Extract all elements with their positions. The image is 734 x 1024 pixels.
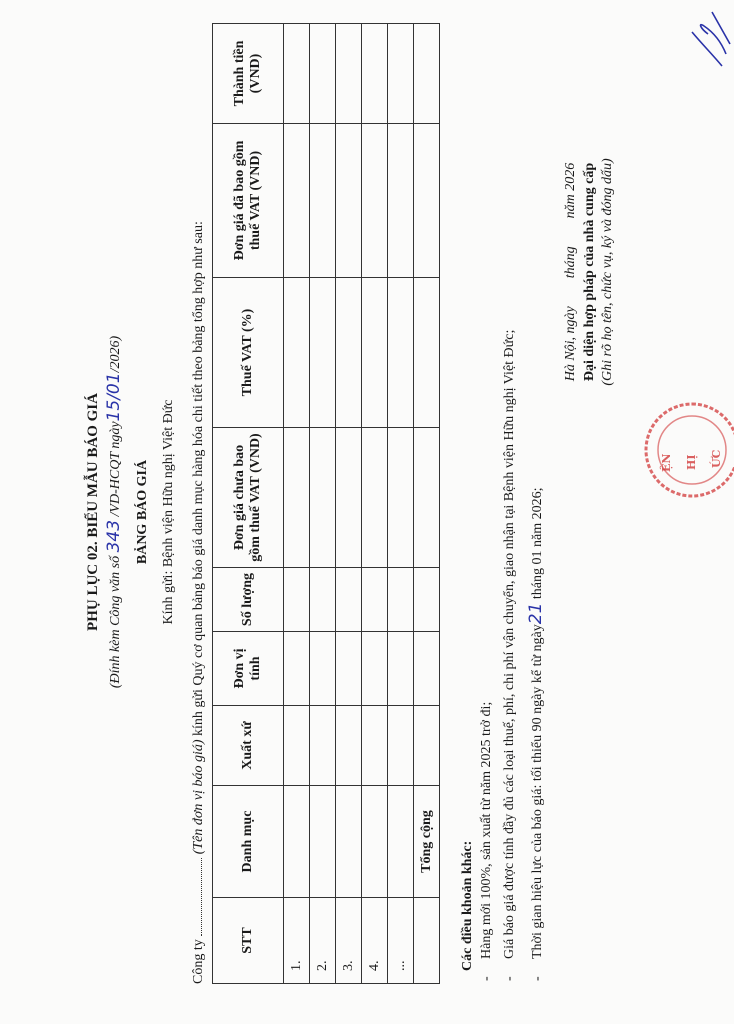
intro-placeholder: (Tên đơn vị báo giá): [191, 739, 206, 855]
table-cell: [336, 706, 362, 786]
table-cell: [310, 632, 336, 706]
table-cell: [362, 24, 388, 124]
table-cell: [310, 124, 336, 278]
svg-text:HỊ: HỊ: [685, 454, 698, 470]
document-subtitle: [104, 0, 124, 1024]
total-row: [414, 24, 440, 984]
table-row: [310, 24, 336, 984]
table-cell: [362, 786, 388, 898]
term-text: Giá báo giá được tính đầy đủ các loại thuế, phí, chi phí vận chuyển, giao nhận tại Bệnh viện Hữu nghị Việt Đức;: [502, 329, 517, 959]
term-item: -Giá báo giá được tính đầy đủ các loại thuế, phí, chi phí vận chuyển, giao nhận tại Bệnh viện Hữu nghị Việt Đức;: [502, 329, 517, 981]
table-cell: [414, 428, 440, 568]
table-cell: [362, 632, 388, 706]
header-unit: Đơn vị tính: [213, 632, 284, 706]
header-stt: STT: [213, 898, 284, 984]
table-cell: [388, 428, 414, 568]
table-cell: [414, 898, 440, 984]
term-item: -Hàng mới 100%, sản xuất từ năm 2025 trở đi;: [479, 701, 494, 981]
table-cell: [414, 706, 440, 786]
table-cell: [362, 278, 388, 428]
quote-table: [212, 23, 440, 984]
header-price-excl-vat: Đơn giá chưa bao gồm thuế VAT (VND): [213, 428, 284, 568]
table-cell: [284, 706, 310, 786]
table-row: [388, 24, 414, 984]
table-header-row: [213, 24, 284, 984]
table-row: [284, 24, 310, 984]
table-cell: [336, 278, 362, 428]
svg-text:ỨC: ỨC: [710, 449, 723, 468]
signature-note: (Ghi rõ họ tên, chức vụ, ký và đóng dấu): [600, 158, 615, 386]
intro-company-label: Công ty: [191, 939, 206, 984]
table-cell: [284, 24, 310, 124]
header-origin: Xuất xứ: [213, 706, 284, 786]
table-cell: [310, 706, 336, 786]
table-cell: [388, 706, 414, 786]
table-cell: [388, 632, 414, 706]
row-number: 2.: [310, 898, 336, 984]
terms-title: Các điều khoản khác:: [460, 840, 475, 971]
row-number: 4.: [362, 898, 388, 984]
table-cell: [362, 568, 388, 632]
row-number: 1.: [284, 898, 310, 984]
table-cell: [362, 428, 388, 568]
signature-scribble-icon: [682, 4, 734, 74]
term-text: Hàng mới 100%, sản xuất từ năm 2025 trở đi;: [479, 701, 494, 959]
handwritten-document-date: 15/01: [104, 372, 124, 422]
total-label: Tổng cộng: [414, 786, 440, 898]
header-price-incl-vat: Đơn giá đã bao gồm thuế VAT (VND): [213, 124, 284, 278]
handwritten-validity-day: 21: [526, 602, 546, 625]
table-cell: [336, 428, 362, 568]
table-cell: [362, 124, 388, 278]
recipient-line: Kính gửi: Bệnh viện Hữu nghị Việt Đức: [161, 399, 176, 625]
row-number: 3.: [336, 898, 362, 984]
table-cell: [284, 632, 310, 706]
subtitle-suffix: /2026): [108, 335, 123, 373]
svg-text:ỆN: ỆN: [660, 453, 673, 472]
term-item-validity: -Thời gian hiệu lực của báo giá: tối thiểu 90 ngày kể từ ngày21 tháng 01 năm 2026;: [526, 487, 546, 981]
table-cell: [336, 632, 362, 706]
table-cell: [414, 124, 440, 278]
table-cell: [284, 124, 310, 278]
table-cell: [310, 786, 336, 898]
table-cell: [388, 278, 414, 428]
table-cell: [414, 568, 440, 632]
validity-suffix: tháng 01 năm 2026;: [530, 487, 545, 600]
table-cell: [284, 428, 310, 568]
subtitle-prefix: (Đính kèm Công văn số: [108, 555, 123, 689]
intro-paragraph: [189, 221, 207, 984]
table-cell: [284, 786, 310, 898]
table-cell: [284, 278, 310, 428]
validity-prefix: Thời gian hiệu lực của báo giá: tối thiểu 90 ngày kể từ ngày: [530, 624, 545, 959]
table-cell: [388, 24, 414, 124]
table-cell: [388, 786, 414, 898]
signature-date-line: Hà Nội, ngày tháng năm 2026: [563, 162, 578, 382]
table-cell: [414, 24, 440, 124]
header-vat-percent: Thuế VAT (%): [213, 278, 284, 428]
red-stamp-icon: [640, 392, 734, 512]
table-row: [362, 24, 388, 984]
header-item: Danh mục: [213, 786, 284, 898]
table-cell: [336, 568, 362, 632]
table-cell: [310, 428, 336, 568]
table-cell: [336, 24, 362, 124]
intro-text: kính gửi Quý cơ quan bảng báo giá danh mục hàng hóa chi tiết theo bảng tổng hợp như sau:: [191, 221, 206, 736]
quote-heading: BẢNG BÁO GIÁ: [135, 459, 150, 565]
table-cell: [336, 786, 362, 898]
table-cell: [284, 568, 310, 632]
table-cell: [310, 278, 336, 428]
header-quantity: Số lượng: [213, 568, 284, 632]
table-cell: [414, 278, 440, 428]
table-row: [336, 24, 362, 984]
table-cell: [362, 706, 388, 786]
appendix-title: PHỤ LỤC 02. BIỂU MẪU BÁO GIÁ: [85, 393, 101, 631]
header-amount: Thành tiền (VND): [213, 24, 284, 124]
table-cell: [336, 124, 362, 278]
table-cell: [310, 568, 336, 632]
subtitle-middle: /VD-HCQT ngày: [108, 421, 123, 517]
row-number: ...: [388, 898, 414, 984]
table-cell: [310, 24, 336, 124]
table-cell: [414, 632, 440, 706]
table-cell: [388, 124, 414, 278]
handwritten-document-number: 343: [104, 519, 124, 553]
signature-title: Đại diện hợp pháp của nhà cung cấp: [582, 162, 597, 382]
table-cell: [388, 568, 414, 632]
company-name-blank: [189, 858, 202, 936]
